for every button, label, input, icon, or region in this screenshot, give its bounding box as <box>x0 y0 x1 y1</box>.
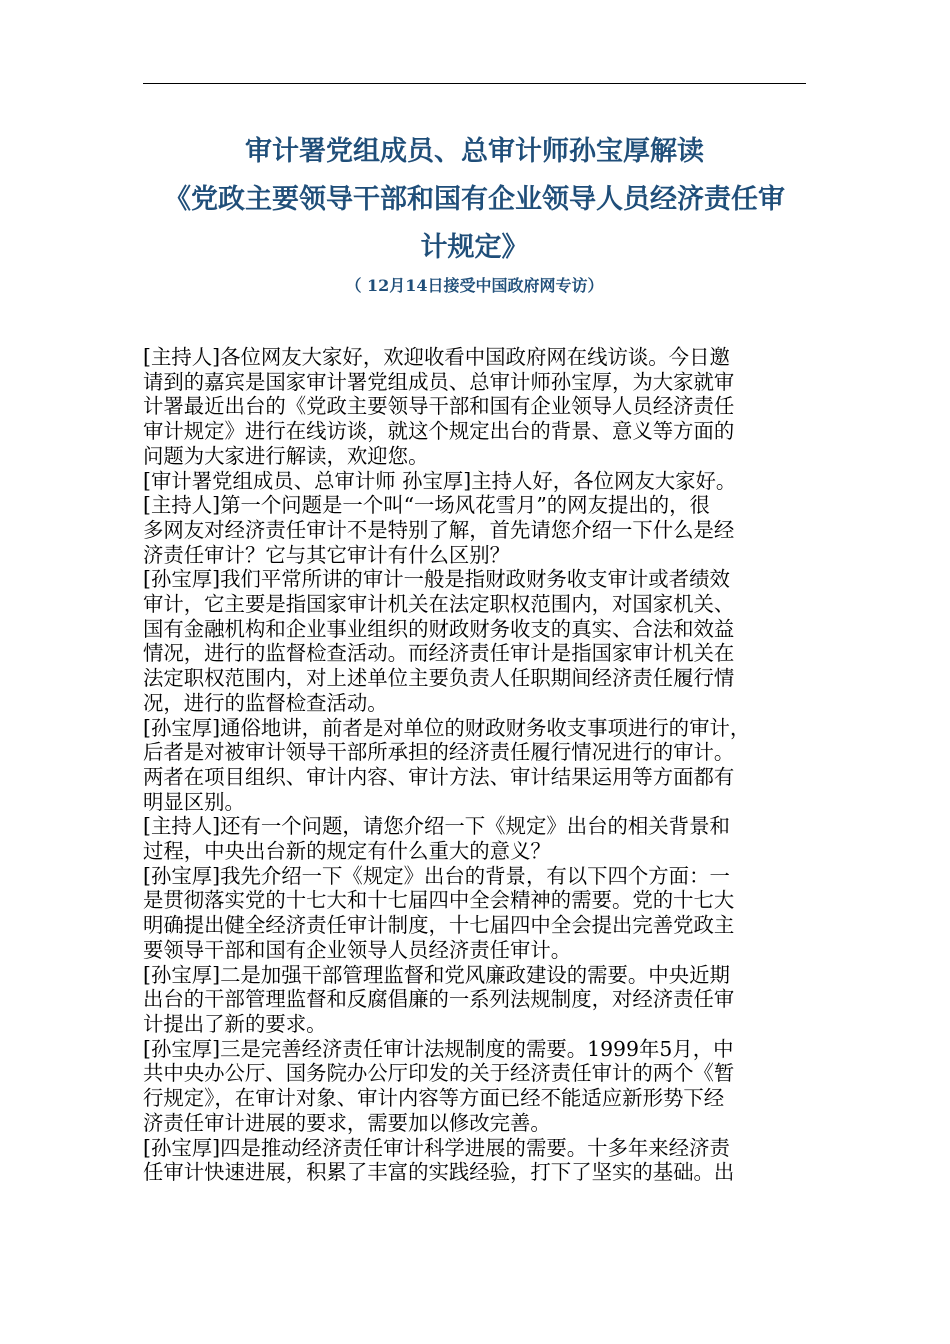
text-line: 况，进行的监督检查活动。 <box>143 690 388 715</box>
text-line: 任审计快速进展，积累了丰富的实践经验，打下了坚实的基础。出 <box>143 1160 735 1185</box>
title-line: 《党政主要领导干部和国有企业领导人员经济责任审 <box>164 184 785 215</box>
text-line: [孙宝厚]四是推动经济责任审计科学进展的需要。十多年来经济责 <box>143 1135 730 1160</box>
paragraph <box>143 963 823 1037</box>
text-line: [主持人]还有一个问题，请您介绍一下《规定》出台的相关背景和 <box>143 814 730 839</box>
title-line: 计规定》 <box>420 232 529 263</box>
text-line: 行规定》，在审计对象、审计内容等方面已经不能适应新形势下经 <box>143 1086 725 1111</box>
text-line: [主持人]第一个问题是一个叫“一场风花雪月”的网友提出的，很 <box>143 493 710 518</box>
paragraph <box>143 716 823 815</box>
paragraph <box>143 864 823 963</box>
text-line: 济责任审计？它与其它审计有什么区别？ <box>143 542 511 567</box>
paragraph <box>143 345 823 469</box>
text-line: 审计，它主要是指国家审计机关在法定职权范围内，对国家机关、 <box>143 592 735 617</box>
text-line: 共中央办公厅、国务院办公厅印发的关于经济责任审计的两个《暂 <box>143 1061 735 1086</box>
text-line: 是贯彻落实党的十七大和十七届四中全会精神的需要。党的十七大 <box>143 888 735 913</box>
paragraph <box>143 469 823 494</box>
text-line: 要领导干部和国有企业领导人员经济责任审计。 <box>143 937 572 962</box>
text-line: 计署最近出台的《党政主要领导干部和国有企业领导人员经济责任 <box>143 394 735 419</box>
title-line: 审计署党组成员、总审计师孙宝厚解读 <box>245 136 704 167</box>
document-title <box>143 128 806 272</box>
text-line: [孙宝厚]我们平常所讲的审计一般是指财政财务收支审计或者绩效 <box>143 567 730 592</box>
text-line: 两者在项目组织、审计内容、审计方法、审计结果运用等方面都有 <box>143 764 735 789</box>
text-line: 后者是对被审计领导干部所承担的经济责任履行情况进行的审计。 <box>143 740 735 765</box>
text-line: [孙宝厚]通俗地讲，前者是对单位的财政财务收支事项进行的审计， <box>143 715 751 740</box>
text-line: [审计署党组成员、总审计师 孙宝厚]主持人好，各位网友大家好。 <box>143 468 737 493</box>
paragraph <box>143 814 823 863</box>
paragraph <box>143 1037 823 1136</box>
paragraph <box>143 1136 823 1185</box>
text-line: 济责任审计进展的要求，需要加以修改完善。 <box>143 1110 551 1135</box>
text-line: 过程，中央出台新的规定有什么重大的意义？ <box>143 839 551 864</box>
text-line: [孙宝厚]我先介绍一下《规定》出台的背景，有以下四个方面：一 <box>143 863 730 888</box>
text-line: 明确提出健全经济责任审计制度，十七届四中全会提出完善党政主 <box>143 913 735 938</box>
text-line: 国有金融机构和企业事业组织的财政财务收支的真实、合法和效益 <box>143 616 735 641</box>
paragraph <box>143 493 823 567</box>
text-line: 计提出了新的要求。 <box>143 1011 327 1036</box>
text-line: 请到的嘉宾是国家审计署党组成员、总审计师孙宝厚，为大家就审 <box>143 369 735 394</box>
text-line: 情况，进行的监督检查活动。而经济责任审计是指国家审计机关在 <box>143 641 735 666</box>
text-line: [主持人]各位网友大家好，欢迎收看中国政府网在线访谈。今日邀 <box>143 345 730 369</box>
header-rule <box>143 83 806 84</box>
document-body <box>143 345 823 1185</box>
text-line: 法定职权范围内，对上述单位主要负责人任职期间经济责任履行情 <box>143 666 735 691</box>
text-line: 问题为大家进行解读，欢迎您。 <box>143 443 429 468</box>
text-line: [孙宝厚]三是完善经济责任审计法规制度的需要。1999年5月，中 <box>143 1036 734 1061</box>
paragraph <box>143 567 823 715</box>
text-line: 多网友对经济责任审计不是特别了解，首先请您介绍一下什么是经 <box>143 517 735 542</box>
text-line: 明显区别。 <box>143 789 245 814</box>
document-subtitle: （ 12月14日接受中国政府网专访） <box>345 276 604 295</box>
text-line: 出台的干部管理监督和反腐倡廉的一系列法规制度，对经济责任审 <box>143 987 735 1012</box>
text-line: [孙宝厚]二是加强干部管理监督和党风廉政建设的需要。中央近期 <box>143 962 730 987</box>
text-line: 审计规定》进行在线访谈，就这个规定出台的背景、意义等方面的 <box>143 419 735 444</box>
